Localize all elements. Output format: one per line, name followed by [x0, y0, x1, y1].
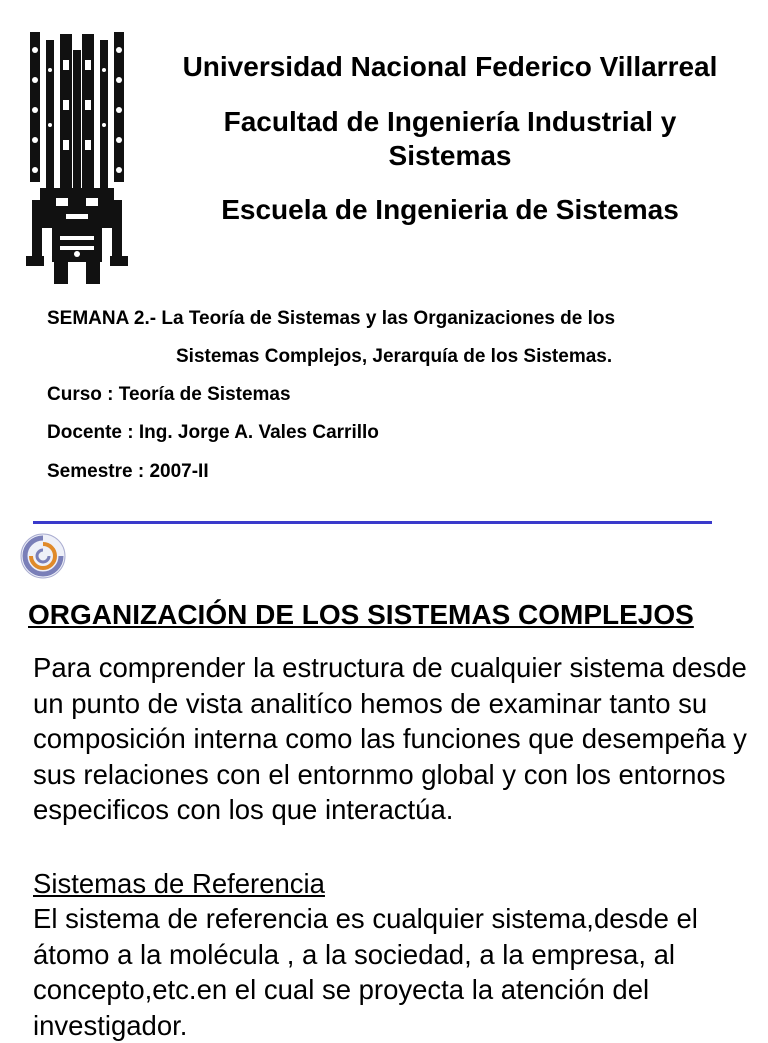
week-topic-line1: SEMANA 2.- La Teoría de Sistemas y las Organizaciones de los: [47, 308, 616, 329]
school-name: Escuela de Ingenieria de Sistemas: [221, 194, 679, 225]
week-topic-line2: Sistemas Complejos, Jerarquía de los Sistemas.: [176, 346, 613, 367]
spiral-icon: [19, 532, 67, 580]
faculty-name: Facultad de Ingeniería Industrial y Sistemas: [223, 106, 677, 171]
teacher-line: Docente : Ing. Jorge A. Vales Carrillo: [47, 422, 379, 443]
paragraph-intro: Para comprender la estructura de cualquier sistema desde un punto de vista analitíco hemos de examinar tanto su composición interna como las funciones que desempeña y sus relaciones con el entornmo global y con los entornos especificos con los que interactúa.: [33, 652, 747, 825]
semester-line: Semestre : 2007-II: [47, 461, 209, 482]
university-logo-icon: [26, 30, 128, 288]
paragraph-reference: El sistema de referencia es cualquier sistema,desde el átomo a la molécula , a la sociedad, a la empresa, al concepto,etc.en el cual se proyecta la atención del investigador.: [33, 903, 698, 1041]
section-title: ORGANIZACIÓN DE LOS SISTEMAS COMPLEJOS: [28, 599, 694, 630]
course-line: Curso : Teoría de Sistemas: [47, 384, 291, 405]
subheading-reference-systems: Sistemas de Referencia: [33, 868, 325, 899]
divider-line: [33, 521, 712, 524]
university-name: Universidad Nacional Federico Villarreal: [182, 51, 718, 82]
